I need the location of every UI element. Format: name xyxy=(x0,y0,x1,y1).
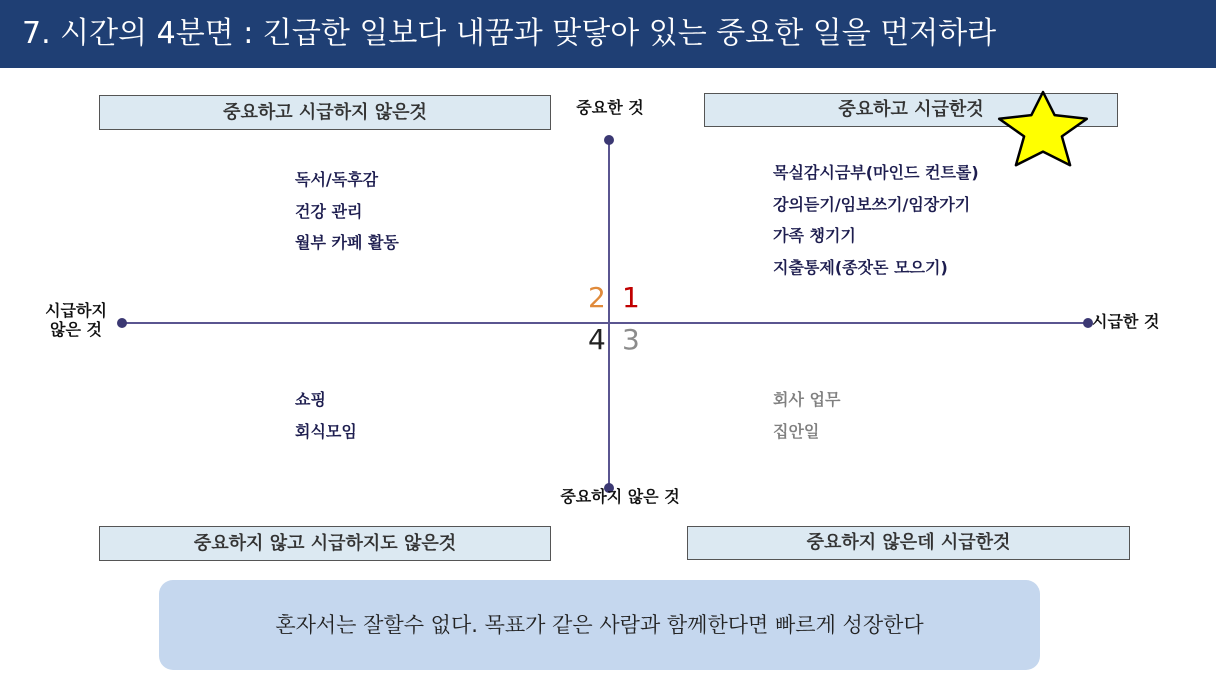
box-not-important-not-urgent-label: 중요하지 않고 시급하지도 않은것 xyxy=(193,533,457,554)
box-important-not-urgent-label: 중요하고 시급하지 않은것 xyxy=(223,102,427,123)
footer-text: 혼자서는 잘할수 없다. 목표가 같은 사람과 함께한다면 빠르게 성장한다 xyxy=(275,613,924,637)
box-not-important-urgent-label: 중요하지 않은데 시급한것 xyxy=(806,532,1011,553)
axis-label-not-urgent-line1: 시급하지 xyxy=(45,301,107,320)
list-item: 독서/독후감 xyxy=(295,170,379,189)
quadrant-number-2: 2 xyxy=(588,281,606,314)
list-item: 지출통제(종잣돈 모으기) xyxy=(773,257,948,277)
quadrant-1-items xyxy=(773,157,979,283)
list-item: 강의듣기/임보쓰기/임장가기 xyxy=(773,194,971,214)
quadrant-number-1: 1 xyxy=(622,281,640,314)
quadrant-4-items xyxy=(295,384,357,447)
quadrant-number-3: 3 xyxy=(622,323,640,356)
axis-end-left xyxy=(117,318,127,328)
box-important-urgent-label: 중요하고 시급한것 xyxy=(838,99,984,120)
list-item: 회식모임 xyxy=(295,421,357,441)
list-item: 가족 챙기기 xyxy=(773,226,856,245)
list-item: 회사 업무 xyxy=(773,390,841,409)
list-item: 목실감시금부(마인드 컨트롤) xyxy=(773,163,979,182)
footer-callout xyxy=(159,580,1040,670)
star-icon xyxy=(999,92,1087,165)
axis-label-urgent: 시급한 것 xyxy=(1092,312,1160,331)
quadrant-2-items xyxy=(295,164,399,259)
axis-label-not-urgent xyxy=(36,301,116,339)
slide-title: 7. 시간의 4분면 : 긴급한 일보다 내꿈과 맞닿아 있는 중요한 일을 먼저하라 xyxy=(22,16,997,51)
axis-label-important: 중요한 것 xyxy=(576,98,644,117)
list-item: 건강 관리 xyxy=(295,201,363,221)
list-item: 월부 카페 활동 xyxy=(295,233,399,252)
axis-label-not-urgent-line2: 않은 것 xyxy=(50,320,102,339)
list-item: 집안일 xyxy=(773,421,820,441)
quadrant-number-4: 4 xyxy=(588,323,606,356)
axis-end-top xyxy=(604,135,614,145)
quadrant-3-items xyxy=(773,384,840,447)
list-item: 쇼핑 xyxy=(295,390,326,409)
axis-label-not-important: 중요하지 않은 것 xyxy=(560,487,680,506)
